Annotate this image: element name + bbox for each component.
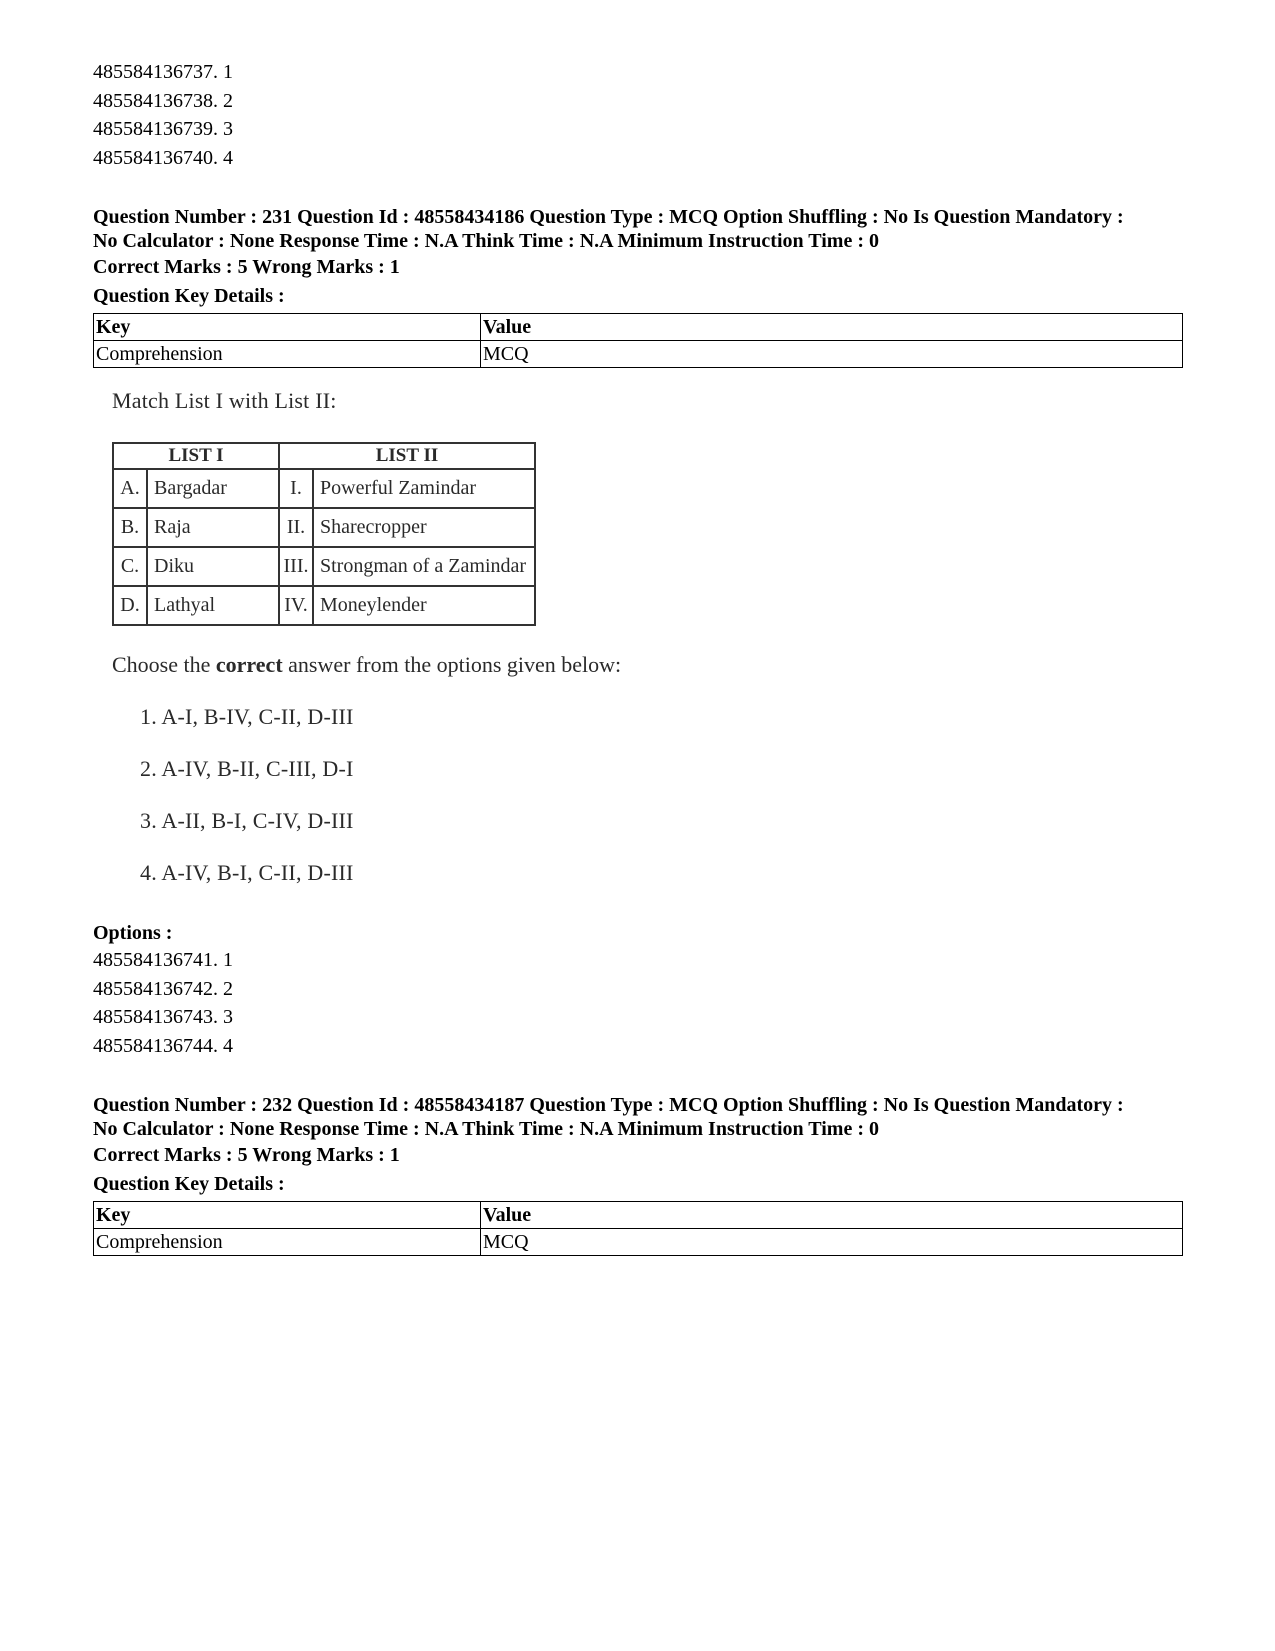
match-row [113,547,535,586]
answer-choice: 4. A-IV, B-I, C-II, D-III [140,860,354,885]
list1-label: B. [113,508,147,547]
previous-options-list [93,58,1183,172]
choose-text-pre: Choose the [112,652,216,677]
list1-label: C. [113,547,147,586]
option-line: 485584136739. 3 [93,118,233,140]
value-header: Value [481,1202,1183,1229]
list2-label: I. [279,469,313,508]
list2-label: II. [279,508,313,547]
question-intro: Match List I with List II: [112,388,337,413]
key-header: Key [94,1202,481,1229]
question-231 [93,206,1183,1060]
list1-value: Diku [147,547,279,586]
list2-value: Moneylender [313,586,535,625]
question-marks: Correct Marks : 5 Wrong Marks : 1 [93,1144,400,1166]
question-marks: Correct Marks : 5 Wrong Marks : 1 [93,256,400,278]
list2-label: IV. [279,586,313,625]
option-line: 485584136738. 2 [93,89,233,112]
question-key-table [93,313,1183,368]
match-row [113,469,535,508]
options-label: Options : [93,922,173,944]
list1-header: LIST I [113,443,279,469]
option-line: 485584136743. 3 [93,1006,233,1028]
answer-choice: 1. A-I, B-IV, C-II, D-III [140,704,354,729]
option-line: 485584136737. 1 [93,61,233,83]
value-cell: MCQ [481,341,1183,368]
list1-value: Raja [147,508,279,547]
option-line: 485584136741. 1 [93,949,233,971]
answer-choice: 3. A-II, B-I, C-IV, D-III [140,808,354,833]
question-key-table [93,1201,1183,1256]
choose-instruction [112,652,621,678]
list1-label: D. [113,586,147,625]
answer-choice: 2. A-IV, B-II, C-III, D-I [140,756,354,781]
list1-label: A. [113,469,147,508]
list2-label: III. [279,547,313,586]
choose-text-bold: correct [215,652,283,677]
list1-value: Bargadar [147,469,279,508]
question-header-line1: Question Number : 231 Question Id : 48558434186 Question Type : MCQ Option Shuffling : No Is Question Mandatory : [93,206,1124,228]
question-key-details-label: Question Key Details : [93,285,285,307]
question-content [93,368,1183,918]
option-line: 485584136740. 4 [93,146,233,169]
list2-value: Sharecropper [313,508,535,547]
list1-value: Lathyal [147,586,279,625]
match-list-table [112,442,536,626]
choose-text-post: answer from the options given below: [282,652,622,677]
list2-value: Strongman of a Zamindar [313,547,535,586]
option-line: 485584136744. 4 [93,1034,233,1057]
question-header-line1: Question Number : 232 Question Id : 48558434187 Question Type : MCQ Option Shuffling : No Is Question Mandatory : [93,1094,1124,1116]
option-line: 485584136742. 2 [93,977,233,1000]
key-header: Key [94,314,481,341]
value-header: Value [481,314,1183,341]
value-cell: MCQ [481,1229,1183,1256]
document-page [93,58,1183,1256]
match-row [113,508,535,547]
question-header-line2: No Calculator : None Response Time : N.A Think Time : N.A Minimum Instruction Time : 0 [93,1117,879,1140]
question-232 [93,1094,1183,1256]
list2-value: Powerful Zamindar [313,469,535,508]
question-key-details-label: Question Key Details : [93,1173,285,1195]
list2-header: LIST II [279,443,535,469]
key-cell: Comprehension [94,1229,481,1256]
match-row [113,586,535,625]
question-header-line2: No Calculator : None Response Time : N.A Think Time : N.A Minimum Instruction Time : 0 [93,229,879,252]
options-list [93,946,1183,1060]
key-cell: Comprehension [94,341,481,368]
